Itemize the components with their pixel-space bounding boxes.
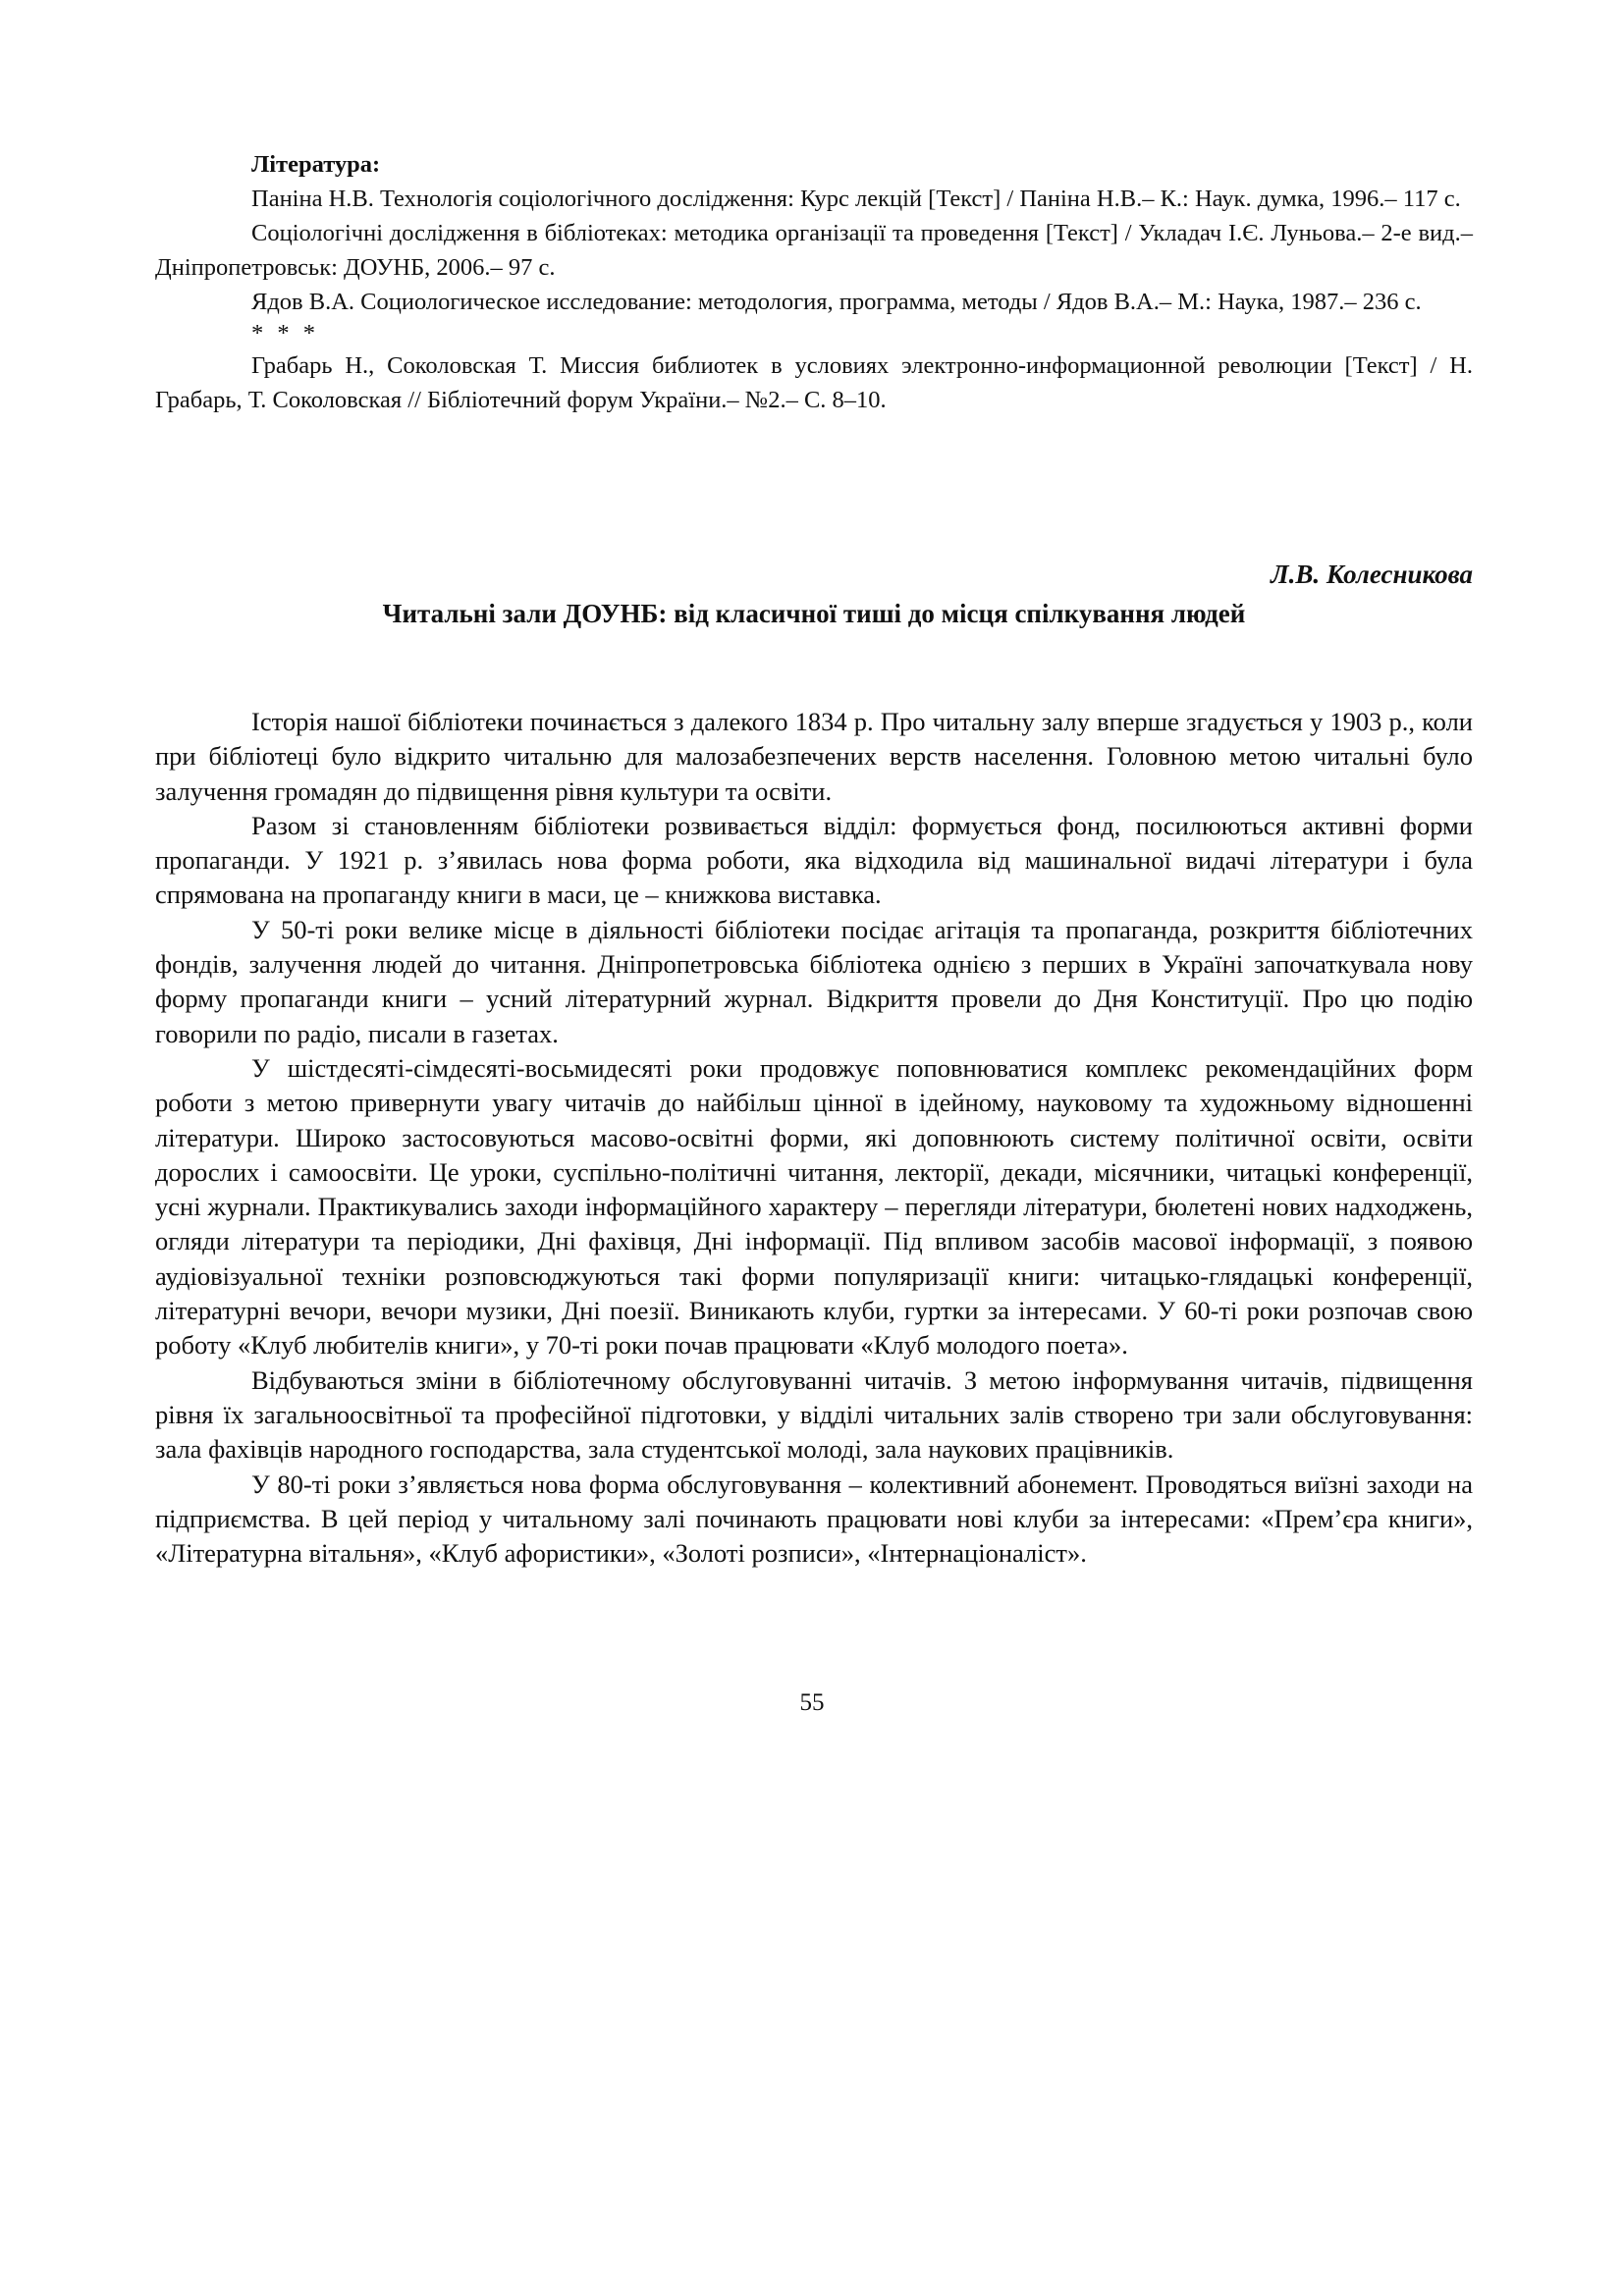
article-author: Л.В. Колесникова [1271,560,1473,589]
article-title: Читальні зали ДОУНБ: від класичної тиші до місця спілкування людей [382,599,1246,628]
article-paragraph: У шістдесяті-сімдесяті-восьмидесяті роки продовжує поповнюватися комплекс рекомендаційних форм роботи з метою привернути увагу читачів до найбільш цінної в ідейному, науковому та художньому відношенні літератури. Широко застосовуються масово-освітні форми, які доповнюють систему політичної освіти, освіти дорослих і самоосвіти. Це уроки, суспільно-політичні читання, лекторії, декади, місячники, читацькі конференції, усні журнали. Практикувались заходи інформаційного характеру – перегляди літератури, бюлетені нових надходжень, огляди літератури та періодики, Дні фахівця, Дні інформації. Під впливом засобів масової інформації, з появою аудіовізуальної техніки розповсюджуються такі форми популяризації книги: читацько-глядацькі конференції, літературні вечори, вечори музики, Дні поезії. Виникають клуби, гуртки за інтересами. У 60-ті роки розпочав свою роботу «Клуб любителів книги», у 70-ті роки почав працювати «Клуб молодого поета». [155,1052,1473,1361]
article-paragraph: Історія нашої бібліотеки починається з далекого 1834 р. Про читальну залу вперше згадується у 1903 р., коли при бібліотеці було відкрито читальню для малозабезпечених верств населення. Головною метою читальні було залучення громадян до підвищення рівня культури та освіти. [155,707,1473,806]
page-number: 55 [799,1689,825,1716]
reference-item: Соціологічні дослідження в бібліотеках: методика організації та проведення [Текст] / Укладач І.Є. Луньова.– 2-е вид.– Дніпропетровськ: ДОУНБ, 2006.– 97 с. [155,220,1473,281]
references-separator: * * * [251,320,319,347]
reference-item: Грабарь Н., Соколовская Т. Миссия библиотек в условиях электронно-информационной революции [Текст] / Н. Грабарь, Т. Соколовская // Бібліотечний форум України.– №2.– С. 8–10. [155,352,1473,413]
article-paragraph: Відбуваються зміни в бібліотечному обслуговуванні читачів. З метою інформування читачів, підвищення рівня їх загальноосвітньої та професійної підготовки, у відділі читальних залів створено три зали обслуговування: зала фахівців народного господарства, зала студентської молоді, зала наукових працівників. [155,1364,1473,1465]
reference-item: Ядов В.А. Социологическое исследование: методология, программа, методы / Ядов В.А.– М.: Наука, 1987.– 236 с. [251,289,1422,315]
article-body [155,705,1473,1571]
article-paragraph: У 50-ті роки велике місце в діяльності бібліотеки посідає агітація та пропаганда, розкриття бібліотечних фондів, залучення людей до читання. Дніпропетровська бібліотека однією з перших в Україні започаткувала нову форму пропаганди книги – усний літературний журнал. Відкриття провели до Дня Конституції. Про цю подію говорили по радіо, писали в газетах. [155,914,1473,1048]
reference-item: Паніна Н.В. Технологія соціологічного дослідження: Курс лекцій [Текст] / Паніна Н.В.– К.: Наук. думка, 1996.– 117 с. [251,186,1461,212]
article-paragraph: Разом зі становленням бібліотеки розвивається відділ: формується фонд, посилюються активні форми пропаганди. У 1921 р. з’явилась нова форма роботи, яка відходила від машинальної видачі літератури і була спрямована на пропаганду книги в маси, це – книжкова виставка. [155,810,1473,910]
article-paragraph: У 80-ті роки з’являється нова форма обслуговування – колективний абонемент. Проводяться виїзні заходи на підприємства. В цей період у читальному залі починають працювати нові клуби за інтересами: «Прем’єра книги», «Літературна вітальня», «Клуб афористики», «Золоті розписи», «Інтернаціоналіст». [155,1468,1473,1569]
references-heading: Література: [251,151,381,178]
references-section [155,147,1473,417]
